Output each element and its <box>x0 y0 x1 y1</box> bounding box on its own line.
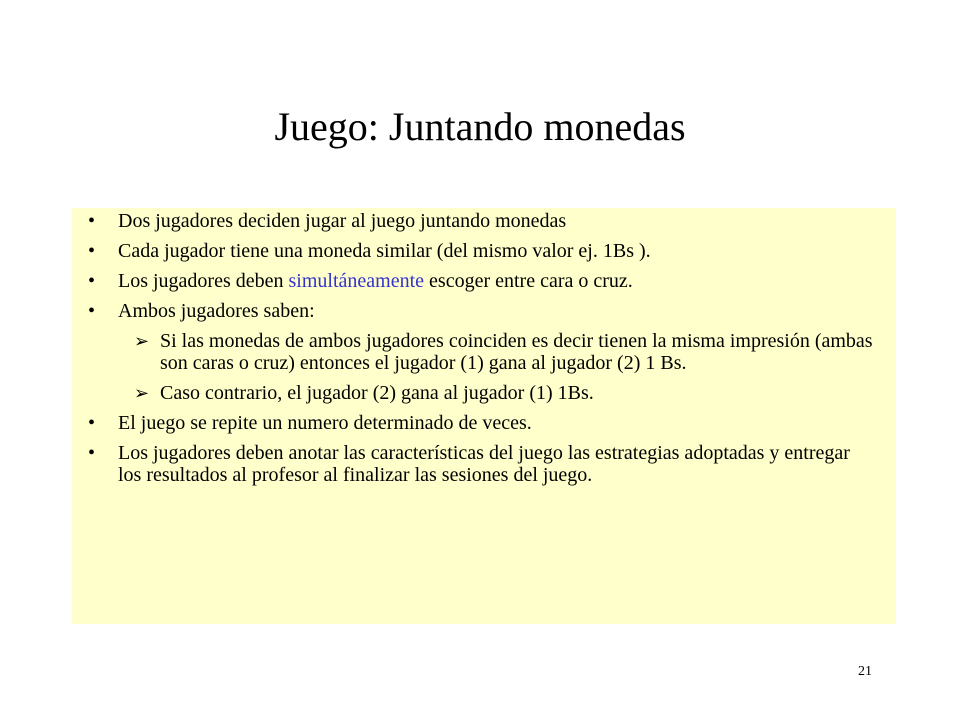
bullet-list <box>72 210 896 486</box>
arrow-bullet-icon: ➢ <box>134 331 150 351</box>
bullet-dot-icon: • <box>88 210 96 232</box>
page-number: 21 <box>858 664 872 679</box>
bullet-item <box>72 210 896 232</box>
highlighted-word: simultáneamente <box>288 270 425 292</box>
bullet-item <box>72 270 896 292</box>
sub-bullet-item <box>72 382 896 404</box>
arrow-bullet-icon: ➢ <box>134 383 150 403</box>
slide-title: Juego: Juntando monedas <box>274 104 686 149</box>
bullet-dot-icon: • <box>88 412 96 434</box>
sub-bullet-item <box>72 330 896 374</box>
content-box <box>72 208 896 624</box>
bullet-dot-icon: • <box>88 442 96 464</box>
bullet-item <box>72 412 896 434</box>
bullet-dot-icon: • <box>88 300 96 322</box>
bullet-dot-icon: • <box>88 270 96 292</box>
bullet-item <box>72 442 896 486</box>
bullet-text-end: escoger entre cara o cruz. <box>424 270 633 292</box>
sub-bullet-text: Caso contrario, el jugador (2) gana al jugador (1) 1Bs. <box>160 382 594 404</box>
bullet-text: Los jugadores deben anotar las características del juego las estrategias adoptadas y entregar los resultados al profesor al finalizar las sesiones del juego. <box>118 442 850 486</box>
bullet-text-start: Los jugadores deben <box>118 270 289 292</box>
bullet-text: Ambos jugadores saben: <box>118 300 315 322</box>
sub-bullet-text: Si las monedas de ambos jugadores coinciden es decir tienen la misma impresión (ambas son caras o cruz) entonces el jugador (1) gana al jugador (2) 1 Bs. <box>160 330 873 374</box>
bullet-item <box>72 240 896 262</box>
bullet-item <box>72 300 896 322</box>
bullet-text: El juego se repite un numero determinado de veces. <box>118 412 532 434</box>
bullet-dot-icon: • <box>88 240 96 262</box>
bullet-text: Cada jugador tiene una moneda similar (del mismo valor ej. 1Bs ). <box>118 240 651 262</box>
bullet-text: Dos jugadores deciden jugar al juego juntando monedas <box>118 210 567 232</box>
